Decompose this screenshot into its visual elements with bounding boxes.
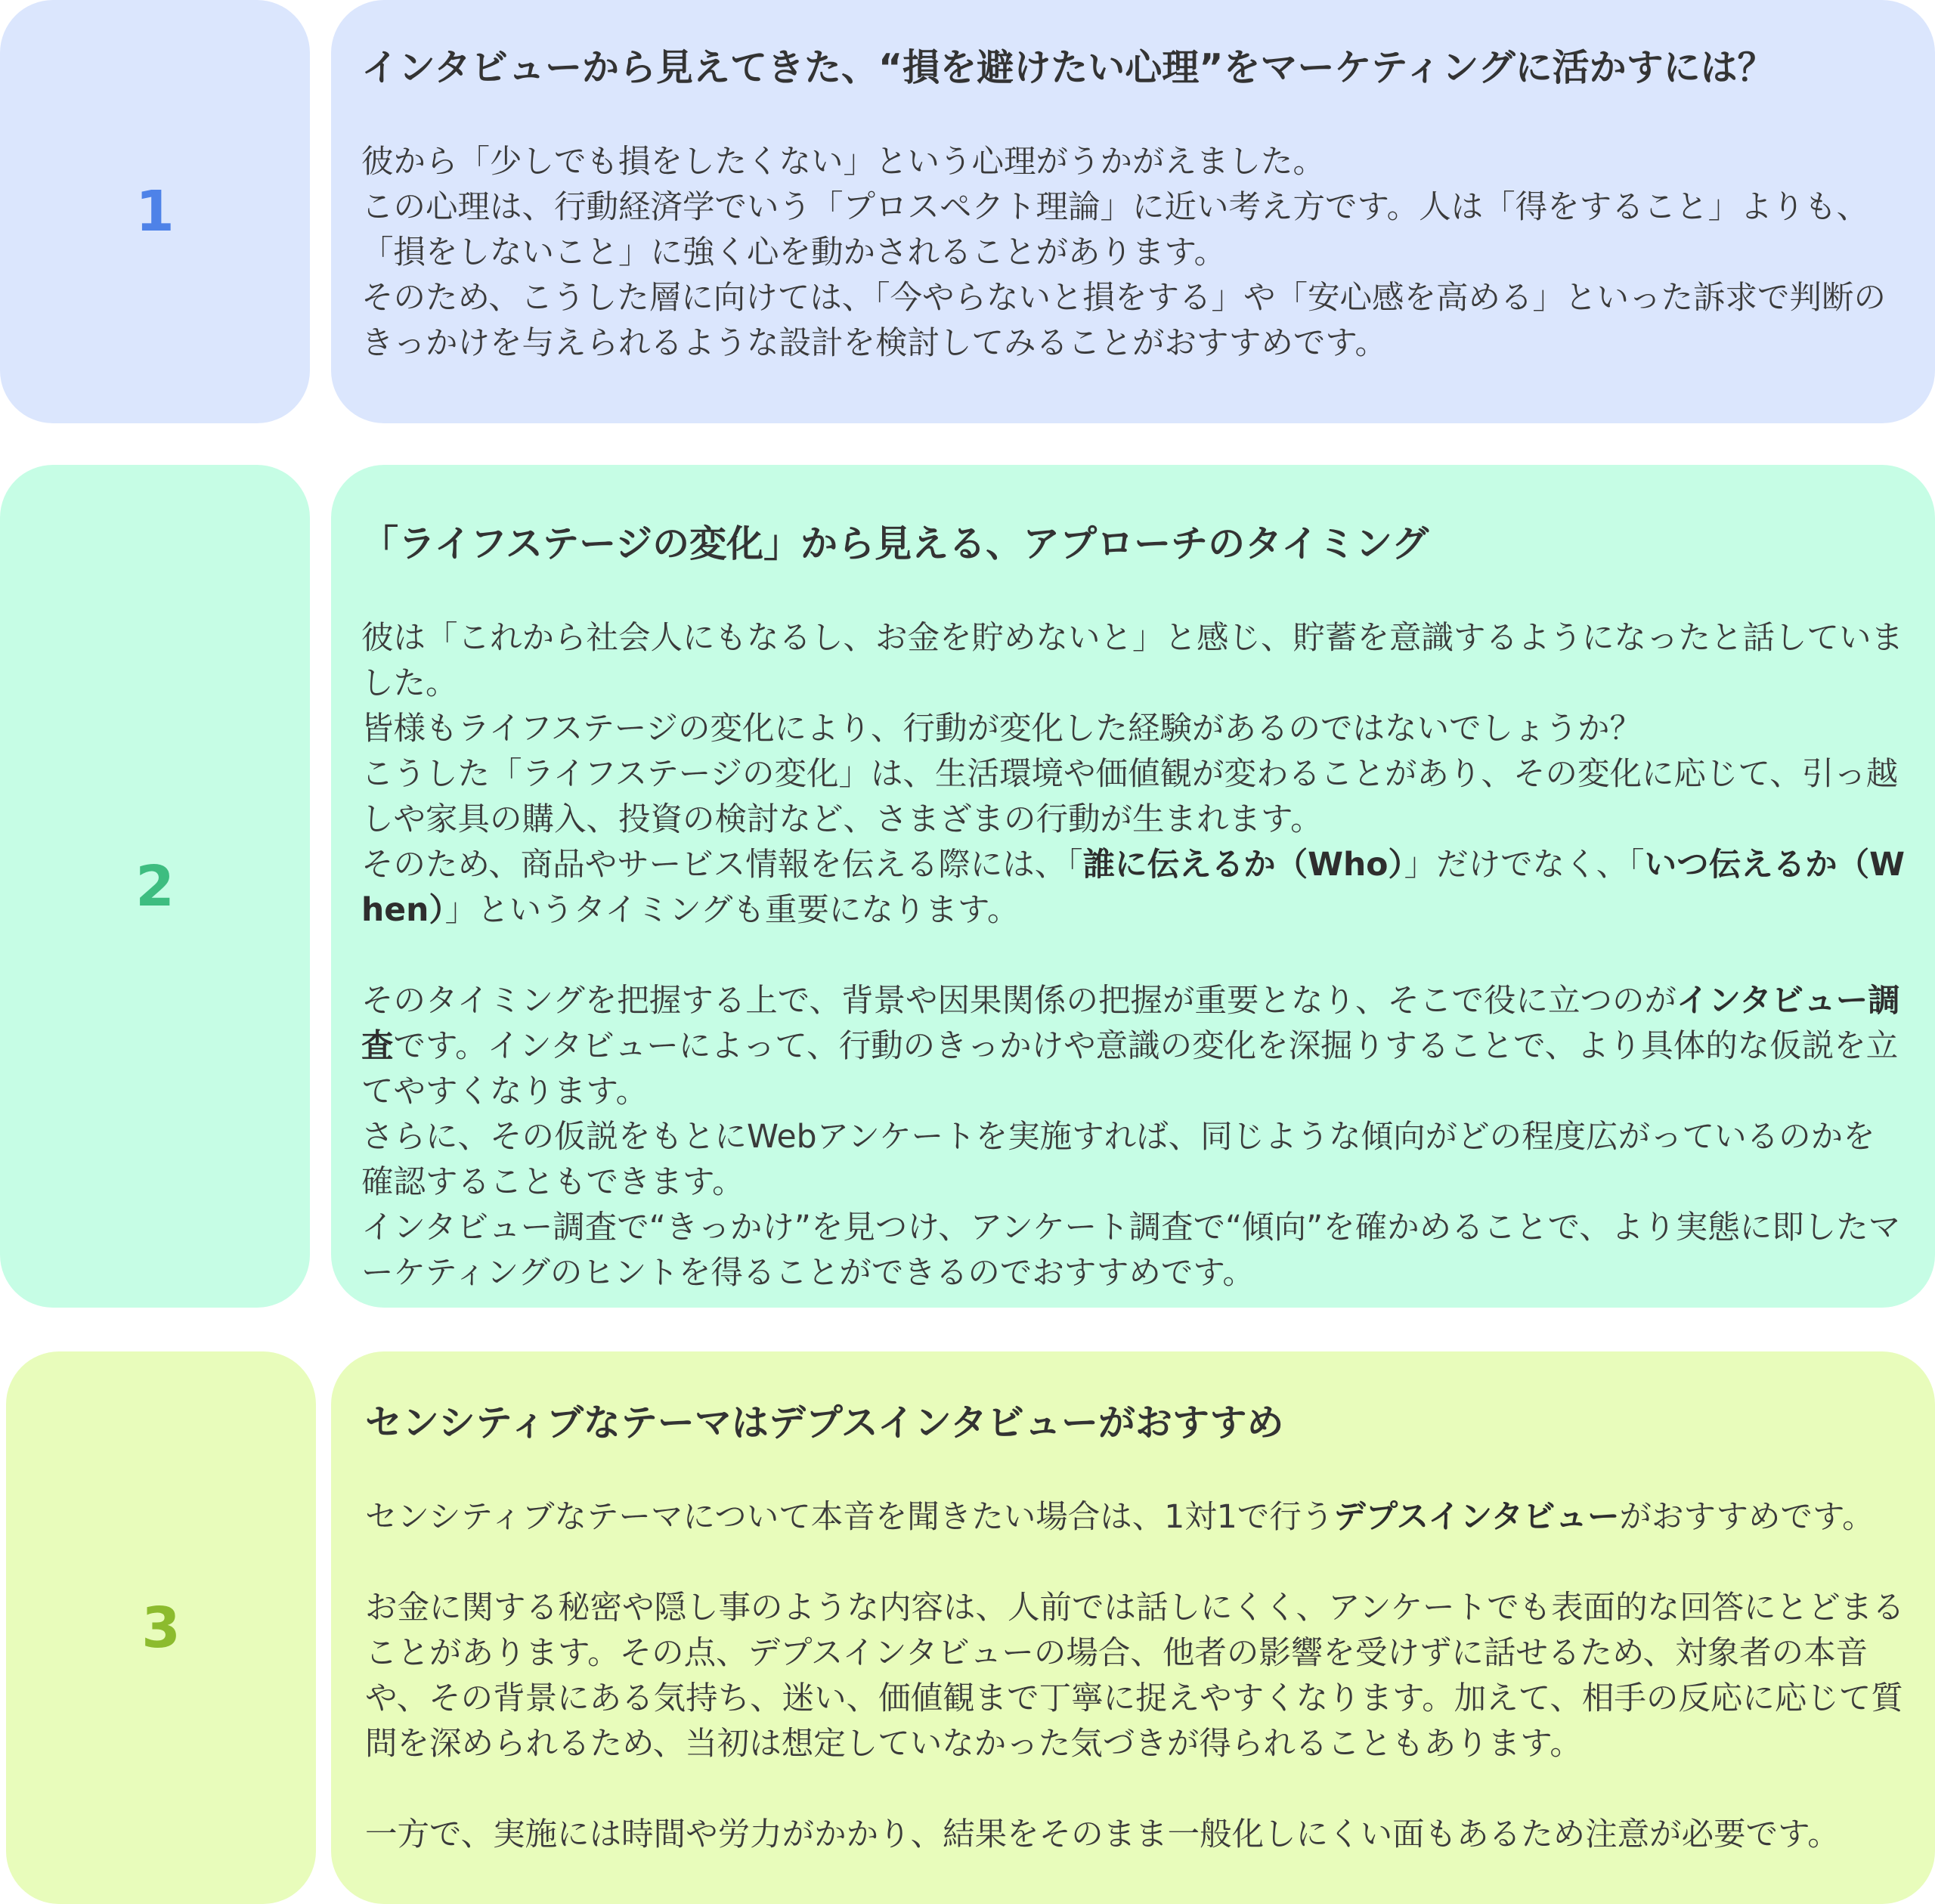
section-3-paragraph-1	[365, 1495, 1905, 1540]
section-2-number: 2	[135, 853, 175, 919]
section-2-interview-emphasis: インタビュー調査	[361, 983, 1900, 1065]
section-2-paragraph-6: さらに、その仮説をもとにWebアンケートを実施すれば、同じような傾向がどの程度広がっているのかを確認することもできます。	[361, 1119, 1875, 1201]
section-2-paragraph-2: 皆様もライフステージの変化により、行動が変化した経験があるのではないでしょうか？	[361, 711, 1642, 748]
paragraph-spacer	[365, 1767, 1905, 1813]
section-3-title: センシティブなテーマはデプスインタビューがおすすめ	[365, 1401, 1284, 1444]
section-2-paragraph-5-text-c: です。インタビューによって、行動のきっかけや意識の変化を深掘りすることで、より具体的な仮説を立てやすくなります。	[361, 1028, 1899, 1110]
section-3-paragraph-1-text-c: がおすすめです。	[1619, 1499, 1875, 1536]
section-1-paragraph-1: 彼から「少しでも損をしたくない」という心理がうかがえました。	[361, 144, 1326, 181]
section-2-paragraph-4-text-c: 」だけでなく、「	[1404, 847, 1645, 884]
section-3-paragraph-3: 一方で、実施には時間や労力がかかり、結果をそのまま一般化しにくい面もあるため注意が必要です。	[365, 1816, 1840, 1853]
section-1-title: インタビューから見えてきた、“損を避けたい心理”をマーケティングに活かすには？	[361, 46, 1775, 89]
section-2-paragraph-5	[361, 979, 1905, 1115]
section-1-number-card	[0, 0, 310, 423]
section-2-number-card	[0, 465, 310, 1308]
section-3-number-card	[6, 1351, 316, 1904]
section-2-paragraph-5-text-a: そのタイミングを把握する上で、背景や因果関係の把握が重要となり、そこで役に立つのが	[361, 983, 1676, 1020]
section-1-paragraph-2: この心理は、行動経済学でいう「プロスペクト理論」に近い考え方です。人は「得をすること」よりも、「損をしないこと」に強く心を動かされることがあります。	[361, 189, 1869, 271]
section-3-content-card	[331, 1351, 1935, 1904]
section-1-content-card	[331, 0, 1935, 423]
section-1-number: 1	[135, 179, 175, 244]
section-2-paragraph-4	[361, 843, 1905, 933]
section-2-content-card	[331, 465, 1935, 1308]
section-3-paragraph-1-text-a: センシティブなテーマについて本音を聞きたい場合は、1対1で行う	[365, 1499, 1334, 1536]
section-3-number: 3	[141, 1595, 181, 1661]
section-2-paragraph-1: 彼は「これから社会人にもなるし、お金を貯めないと」と感じ、貯蓄を意識するようになったと話していました。	[361, 620, 1904, 702]
section-2-who-emphasis: 誰に伝えるか（Who）	[1082, 847, 1404, 884]
paragraph-spacer	[361, 933, 1905, 979]
paragraph-spacer	[365, 1540, 1905, 1586]
section-2-paragraph-4-text-a: そのため、商品やサービス情報を伝える際には、「	[361, 847, 1083, 884]
section-2-title: 「ライフステージの変化」から見える、アプローチのタイミング	[361, 522, 1429, 565]
section-3-depth-interview-emphasis: デプスインタビュー	[1333, 1499, 1620, 1536]
section-2-paragraph-4-text-e: 」というタイミングも重要になります。	[444, 892, 1020, 929]
section-3-paragraph-2: お金に関する秘密や隠し事のような内容は、人前では話しにくく、アンケートでも表面的な回答にとどまることがあります。その点、デプスインタビューの場合、他者の影響を受けずに話せるため、対象者の本音や、その背景にある気持ち、迷い、価値観まで丁寧に捉えやすくなります。加えて、相手の反応に応じて質問を深められるため、当初は想定していなかった気づきが得られることもあります。	[365, 1590, 1905, 1763]
section-2-paragraph-7: インタビュー調査で“きっかけ”を見つけ、アンケート調査で“傾向”を確かめることで、より実態に即したマーケティングのヒントを得ることができるのでおすすめです。	[361, 1209, 1901, 1292]
section-2-paragraph-3: こうした「ライフステージの変化」は、生活環境や価値観が変わることがあり、その変化に応じて、引っ越しや家具の購入、投資の検討など、さまざまの行動が生まれます。	[361, 756, 1899, 838]
section-2-when-emphasis: いつ伝えるか（When）	[361, 847, 1905, 929]
section-1-paragraph-3: そのため、こうした層に向けては、「今やらないと損をする」や「安心感を高める」といった訴求で判断のきっかけを与えられるような設計を検討してみることがおすすめです。	[361, 280, 1887, 362]
